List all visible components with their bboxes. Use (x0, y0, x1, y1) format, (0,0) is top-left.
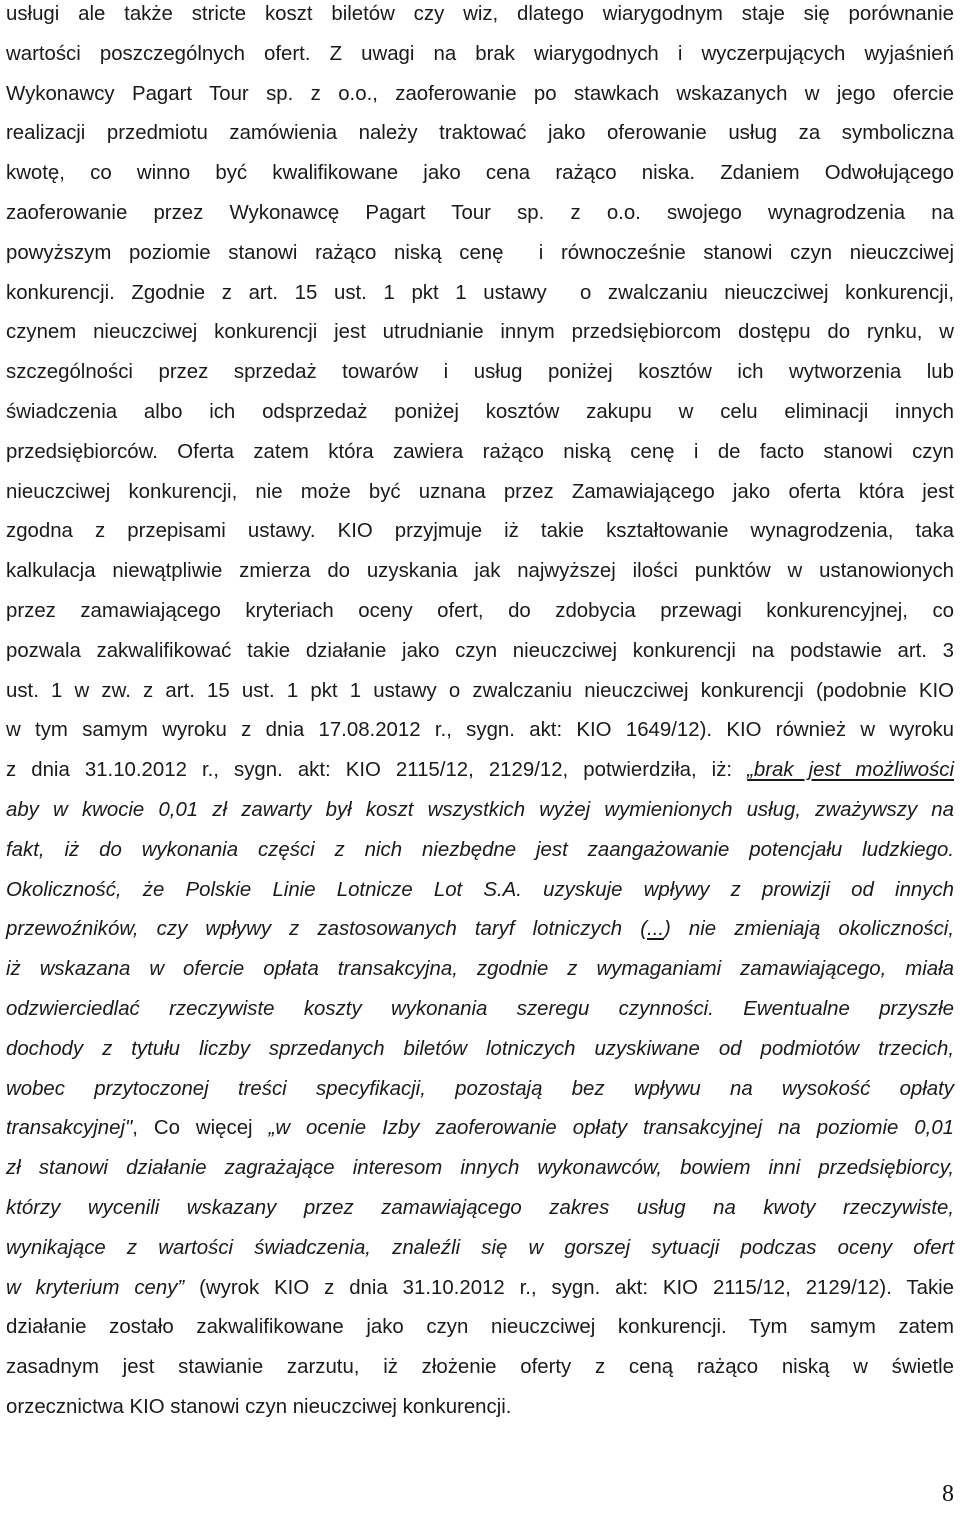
text-segment: Wykonawcy Pagart Tour sp. z o.o., zaoferowanie po stawkach wskazanych w jego ofercie (6, 82, 954, 105)
text-segment: pozwala zakwalifikować takie działanie jako czyn nieuczciwej konkurencji na podstawie art. 3 (6, 639, 954, 662)
text-segment: ... (647, 918, 665, 941)
text-line (6, 994, 954, 1024)
text-line (6, 835, 954, 865)
text-line (6, 1233, 954, 1263)
text-segment: wynikające z wartości świadczenia, znaleźli się w gorszej sytuacji podczas oceny ofert (6, 1236, 954, 1259)
text-segment: orzecznictwa KIO stanowi czyn nieuczciwej konkurencji. (6, 1396, 512, 1418)
text-segment: fakt, iż do wykonania części z nich niezbędne jest zaangażowanie potencjału ludzkiego. (6, 838, 954, 861)
text-segment: kalkulacja niewątpliwie zmierza do uzyskania jak najwyższej ilości punktów w ustanowionych (6, 560, 954, 583)
text-line (6, 596, 954, 626)
text-segment: szczególności przez sprzedaż towarów i usług poniżej kosztów ich wytworzenia lub (6, 361, 954, 384)
text-segment: wartości poszczególnych ofert. Z uwagi na brak wiarygodnych i wyczerpujących wyjaśnień (6, 42, 954, 65)
text-line (6, 39, 954, 69)
text-line (6, 1074, 954, 1104)
text-segment: czynem nieuczciwej konkurencji jest utrudnianie innym przedsiębiorcom dostępu do rynku, w (6, 321, 954, 344)
text-line (6, 636, 954, 666)
text-segment: realizacji przedmiotu zamówienia należy traktować jako oferowanie usług za symboliczna (6, 122, 954, 145)
text-line (6, 1153, 954, 1183)
text-line (6, 875, 954, 905)
text-line (6, 118, 954, 148)
text-segment: powyższym poziomie stanowi rażąco niską cenę i równocześnie stanowi czyn nieuczciwej (6, 241, 954, 264)
text-segment: „w ocenie Izby zaoferowanie opłaty transakcyjnej na poziomie 0,01 (268, 1117, 954, 1140)
text-segment: zgodna z przepisami ustawy. KIO przyjmuje iż takie kształtowanie wynagrodzenia, taka (6, 520, 954, 543)
text-segment: ust. 1 w zw. z art. 15 ust. 1 pkt 1 ustawy o zwalczaniu nieuczciwej konkurencji (podobnie KIO (6, 679, 954, 702)
text-line (6, 0, 954, 29)
text-line (6, 1352, 954, 1382)
text-line (6, 1113, 954, 1143)
text-segment: kwotę, co winno być kwalifikowane jako cena rażąco niska. Zdaniem Odwołującego (6, 162, 954, 185)
text-line (6, 1392, 954, 1422)
text-segment: iż wskazana w ofercie opłata transakcyjna, zgodnie z wymaganiami zamawiającego, miała (6, 958, 954, 981)
text-line (6, 755, 954, 785)
text-line (6, 1034, 954, 1064)
text-segment: przez zamawiającego kryteriach oceny ofert, do zdobycia przewagi konkurencyjnej, co (6, 600, 954, 622)
text-line (6, 198, 954, 228)
text-segment: z dnia 31.10.2012 r., sygn. akt: KIO 2115/12, 2129/12, potwierdziła, iż: (6, 759, 748, 782)
text-segment: transakcyjnej" (6, 1117, 133, 1140)
text-segment: odzwierciedlać rzeczywiste koszty wykonania szeregu czynności. Ewentualne przyszłe (6, 998, 954, 1020)
text-line (6, 317, 954, 347)
text-segment: którzy wycenili wskazany przez zamawiającego zakres usług na kwoty rzeczywiste, (6, 1197, 954, 1219)
text-line (6, 676, 954, 706)
text-segment: ) nie zmieniają okoliczności, (664, 918, 954, 941)
text-segment: przedsiębiorców. Oferta zatem która zawiera rażąco niską cenę i de facto stanowi czyn (6, 440, 954, 463)
page-number: 8 (942, 1481, 954, 1507)
text-line (6, 357, 954, 387)
text-line (6, 158, 954, 188)
text-segment: nieuczciwej konkurencji, nie może być uznana przez Zamawiającego jako oferta która jest (6, 480, 954, 503)
text-line (6, 1193, 954, 1223)
text-line (6, 397, 954, 427)
text-line (6, 715, 954, 745)
text-line (6, 516, 954, 546)
text-line (6, 954, 954, 984)
text-segment: , Co więcej (132, 1117, 269, 1140)
text-segment: w kryterium ceny” (6, 1276, 185, 1299)
text-segment: dochody z tytułu liczby sprzedanych biletów lotniczych uzyskiwane od podmiotów trzecich, (6, 1037, 954, 1060)
text-segment: świadczenia albo ich odsprzedaż poniżej kosztów zakupu w celu eliminacji innych (6, 401, 954, 423)
text-segment: zł stanowi działanie zagrażające interesom innych wykonawców, bowiem inni przedsiębiorcy, (6, 1157, 954, 1180)
text-line (6, 914, 954, 944)
text-segment: w tym samym wyroku z dnia 17.08.2012 r., sygn. akt: KIO 1649/12). KIO również w wyroku (6, 719, 954, 742)
text-segment: (wyrok KIO z dnia 31.10.2012 r., sygn. akt: KIO 2115/12, 2129/12). Takie (184, 1276, 955, 1299)
text-line (6, 556, 954, 586)
text-segment: Okoliczność, że Polskie Linie Lotnicze Lot S.A. uzyskuje wpływy z prowizji od innych (6, 878, 954, 901)
text-line (6, 477, 954, 507)
text-segment: „brak jest możliwości (747, 759, 954, 782)
text-segment: zaoferowanie przez Wykonawcę Pagart Tour sp. z o.o. swojego wynagrodzenia na (6, 202, 954, 224)
text-segment: aby w kwocie 0,01 zł zawarty był koszt wszystkich wyżej wymienionych usług, zważywszy na (6, 799, 954, 821)
text-line (6, 795, 954, 825)
text-line (6, 278, 954, 308)
text-line (6, 79, 954, 109)
text-segment: zasadnym jest stawianie zarzutu, iż złożenie oferty z ceną rażąco niską w świetle (6, 1356, 954, 1379)
text-segment: konkurencji. Zgodnie z art. 15 ust. 1 pkt 1 ustawy o zwalczaniu nieuczciwej konkurencji, (6, 281, 954, 304)
text-line (6, 1312, 954, 1342)
text-line (6, 238, 954, 268)
text-segment: wobec przytoczonej treści specyfikacji, pozostają bez wpływu na wysokość opłaty (6, 1077, 954, 1100)
text-line (6, 437, 954, 467)
text-segment: działanie zostało zakwalifikowane jako czyn nieuczciwej konkurencji. Tym samym zatem (6, 1316, 954, 1339)
text-segment: usługi ale także stricte koszt biletów czy wiz, dlatego wiarygodnym staje się porównanie (6, 3, 954, 25)
text-segment: przewoźników, czy wpływy z zastosowanych taryf lotniczych ( (6, 918, 648, 941)
text-line (6, 1273, 954, 1303)
